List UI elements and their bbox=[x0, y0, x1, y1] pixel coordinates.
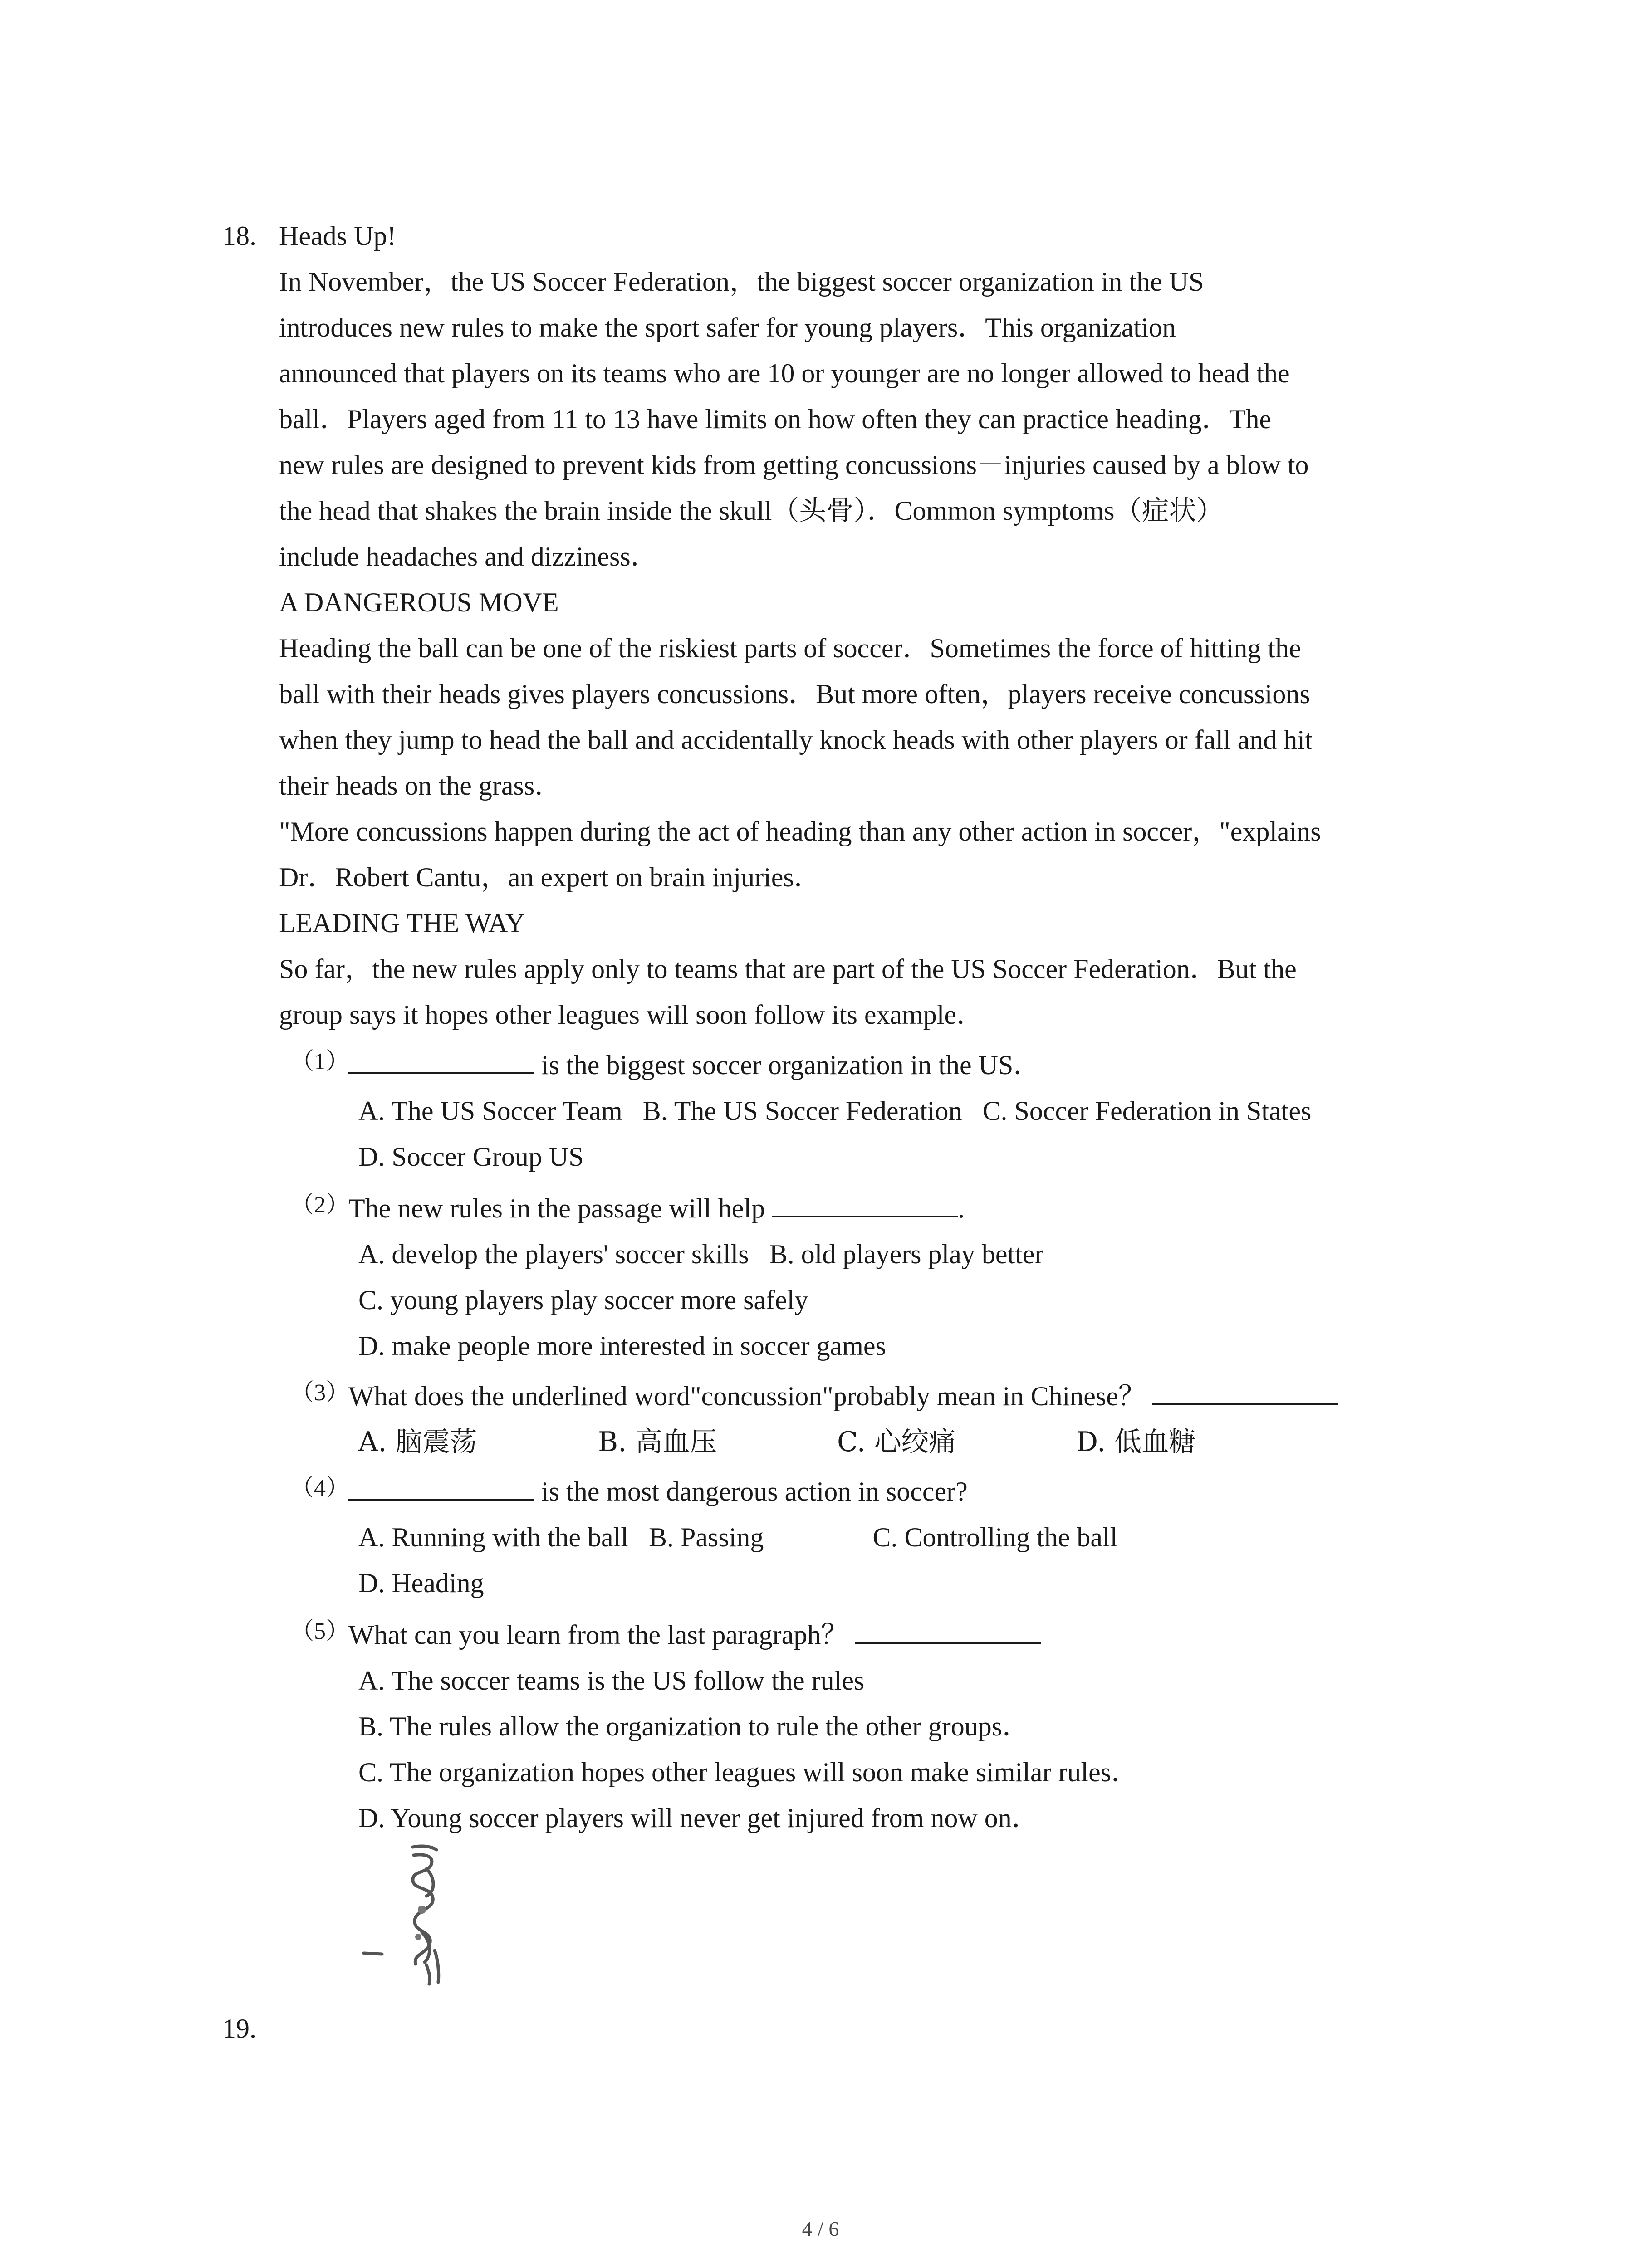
passage-line: introduces new rules to make the sport safer for young players．This organization bbox=[279, 313, 1176, 342]
question-number-18: 18. bbox=[222, 221, 256, 251]
option-c: C. 心绞痛 bbox=[837, 1426, 956, 1458]
passage-title: Heads Up! bbox=[279, 221, 397, 251]
passage-line: announced that players on its teams who are 10 or younger are no longer allowed to head the bbox=[279, 358, 1290, 388]
answer-blank[interactable] bbox=[772, 1188, 958, 1217]
sub-question-stem: is the biggest soccer organization in the US． bbox=[348, 1042, 1040, 1088]
option-line: A. The US Soccer Team B. The US Soccer Federation C. Soccer Federation in States bbox=[358, 1096, 1312, 1126]
passage-line: new rules are designed to prevent kids from getting concussions－injuries caused by a blow to bbox=[279, 450, 1309, 480]
section-heading: LEADING THE WAY bbox=[279, 908, 525, 938]
sub-question-stem: What does the underlined word"concussion"probably mean in Chinese？ bbox=[348, 1374, 1338, 1419]
passage-line: their heads on the grass． bbox=[279, 771, 562, 801]
scribble-image bbox=[358, 1842, 449, 1987]
passage-line: ball with their heads gives players concussions．But more often，players receive concussions bbox=[279, 679, 1310, 709]
passage-line: include headaches and dizziness． bbox=[279, 542, 658, 572]
sub-question-stem: is the most dangerous action in soccer? bbox=[348, 1469, 968, 1515]
answer-blank[interactable] bbox=[348, 1044, 534, 1074]
question-number-19: 19. bbox=[222, 2014, 256, 2043]
option-line: B. The rules allow the organization to rule the other groups． bbox=[358, 1711, 1030, 1741]
answer-blank[interactable] bbox=[1152, 1375, 1338, 1405]
section-heading: A DANGEROUS MOVE bbox=[279, 587, 559, 617]
passage-line: Heading the ball can be one of the riskiest parts of soccer．Sometimes the force of hitting the bbox=[279, 633, 1301, 663]
sub-question-number: （3） bbox=[290, 1380, 350, 1406]
passage-line: "More concussions happen during the act of heading than any other action in soccer，"explains bbox=[279, 816, 1321, 846]
passage-line: when they jump to head the ball and accidentally knock heads with other players or fall and hit bbox=[279, 725, 1313, 755]
option-line: C. The organization hopes other leagues will soon make similar rules． bbox=[358, 1757, 1139, 1787]
option-line: A. develop the players' soccer skills B. old players play better bbox=[358, 1239, 1044, 1269]
option-line: D. Young soccer players will never get injured from now on． bbox=[358, 1803, 1039, 1833]
option-line: A. Running with the ball B. Passing C. Controlling the ball bbox=[358, 1522, 1118, 1552]
sub-question-number: （1） bbox=[290, 1049, 350, 1075]
passage-line: So far，the new rules apply only to teams that are part of the US Soccer Federation．But the bbox=[279, 954, 1297, 984]
answer-blank[interactable] bbox=[348, 1471, 534, 1501]
passage-line: the head that shakes the brain inside the skull（头骨）．Common symptoms（症状） bbox=[279, 496, 1224, 526]
passage-line: ball．Players aged from 11 to 13 have limits on how often they can practice heading．The bbox=[279, 404, 1272, 434]
option-a: A. 脑震荡 bbox=[358, 1426, 477, 1458]
sub-question-stem: The new rules in the passage will help . bbox=[348, 1186, 965, 1232]
option-line: D. Heading bbox=[358, 1568, 484, 1598]
sub-question-number: （5） bbox=[290, 1618, 350, 1644]
option-d: D. 低血糖 bbox=[1076, 1426, 1196, 1458]
page-number: 4 / 6 bbox=[802, 2217, 839, 2240]
passage-line: In November，the US Soccer Federation，the biggest soccer organization in the US bbox=[279, 267, 1204, 297]
option-line: D. Soccer Group US bbox=[358, 1142, 584, 1172]
option-line: C. young players play soccer more safely bbox=[358, 1285, 808, 1315]
sub-question-number: （4） bbox=[290, 1475, 350, 1501]
passage-line: group says it hopes other leagues will soon follow its example． bbox=[279, 1000, 984, 1030]
sub-question-number: （2） bbox=[290, 1192, 350, 1218]
sub-question-stem: What can you learn from the last paragraph？ bbox=[348, 1612, 1041, 1658]
option-line: A. The soccer teams is the US follow the rules bbox=[358, 1666, 865, 1696]
option-b: B. 高血压 bbox=[598, 1426, 717, 1458]
answer-blank[interactable] bbox=[855, 1614, 1041, 1644]
passage-line: Dr．Robert Cantu，an expert on brain injuries． bbox=[279, 862, 821, 892]
option-line: D. make people more interested in soccer games bbox=[358, 1331, 886, 1361]
